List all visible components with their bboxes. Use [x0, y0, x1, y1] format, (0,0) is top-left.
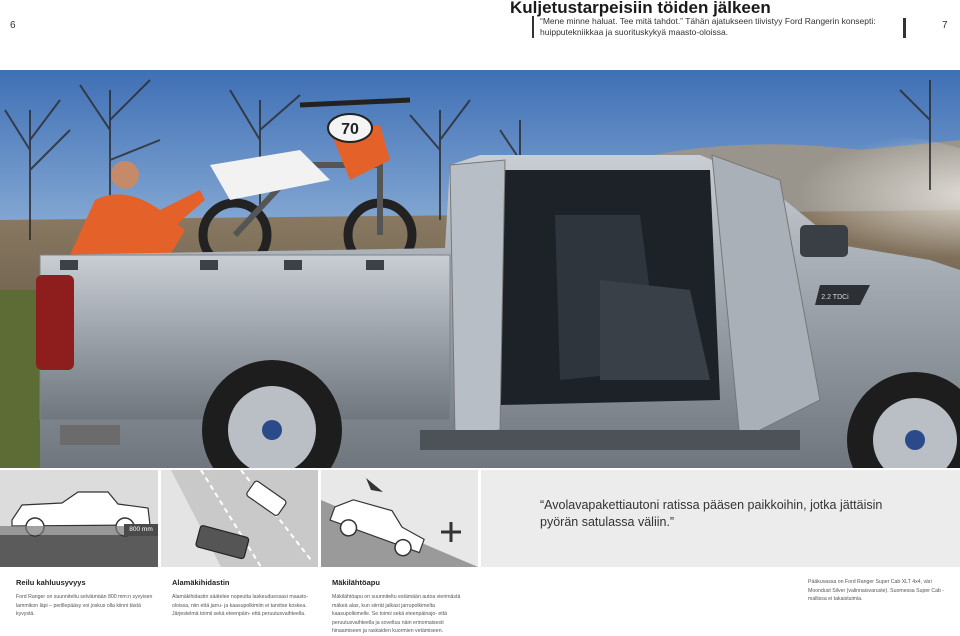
feature-title: Alamäkihidastin: [172, 578, 230, 587]
page-number-right: 7: [942, 20, 948, 31]
svg-text:70: 70: [341, 121, 359, 138]
feature-text: Ford Ranger on suunniteltu selviämään 800 mm:n syvyisen lammikon läpi – perillepääsy voi joskus olla kiinni tästä kyvystä.: [16, 594, 153, 617]
depth-label: 800 mm: [124, 524, 158, 536]
photo-caption: Pääkuvassa on Ford Ranger Super Cab XLT 4x4, väri Moondust Silver (valinnaisvaruste). Suomessa Super Cab -mallissa ei takaistuimia.: [808, 579, 945, 602]
page-number-left: 6: [10, 20, 16, 31]
hero-photo: [0, 70, 960, 468]
feature-hill-start: [332, 578, 472, 636]
divider-bar: [903, 18, 906, 38]
page-header: [510, 0, 870, 16]
wading-illustration: [0, 470, 158, 567]
descent-control-illustration: [161, 470, 318, 567]
feature-wading: [16, 578, 156, 619]
fender-badge: 2.2 TDCi: [821, 294, 849, 301]
quote-text: “Avolavapakettiautoni ratissa pääsen paikkoihin, jotka jättäisin pyörän satulassa väliin.”: [540, 498, 883, 529]
feature-title: Mäkilähtöapu: [332, 578, 380, 587]
page-title: Kuljetustarpeisiin töiden jälkeen: [510, 0, 771, 17]
hill-start-illustration: [321, 470, 478, 567]
page-subtitle: “Mene minne haluat. Tee mitä tahdot.” Tähän ajatukseen tiivistyy Ford Rangerin konsepti: huipputekniikkaa ja suorituskykyä maasto-oloissa.: [532, 16, 900, 38]
hero-illustration: [0, 70, 960, 468]
feature-text: Alamäkihidastin säätelee nopeutta laskeuduessasi maasto-oloissa, niin että jarru- ja kaasupolkimiin ei tarvitse koskea. Järjestelmä toimii sekä eteenpäin- että peruutusvaihteella.: [172, 594, 309, 617]
feature-text: Mäkilähtöapu on suunniteltu estämään autoa vierimästä mäkeä alas, kun siirrät jalkasi jarrupolkimelta kaasupolkimelle. Se toimii sekä eteenpäinajo- että peruutusvaihteella ja soveltuu näin erinomaisesti hinaamiseen ja raskaiden kuormien vetämiseen.: [332, 594, 461, 634]
feature-title: Reilu kahluusyvyys: [16, 578, 86, 587]
feature-descent-control: [172, 578, 312, 619]
